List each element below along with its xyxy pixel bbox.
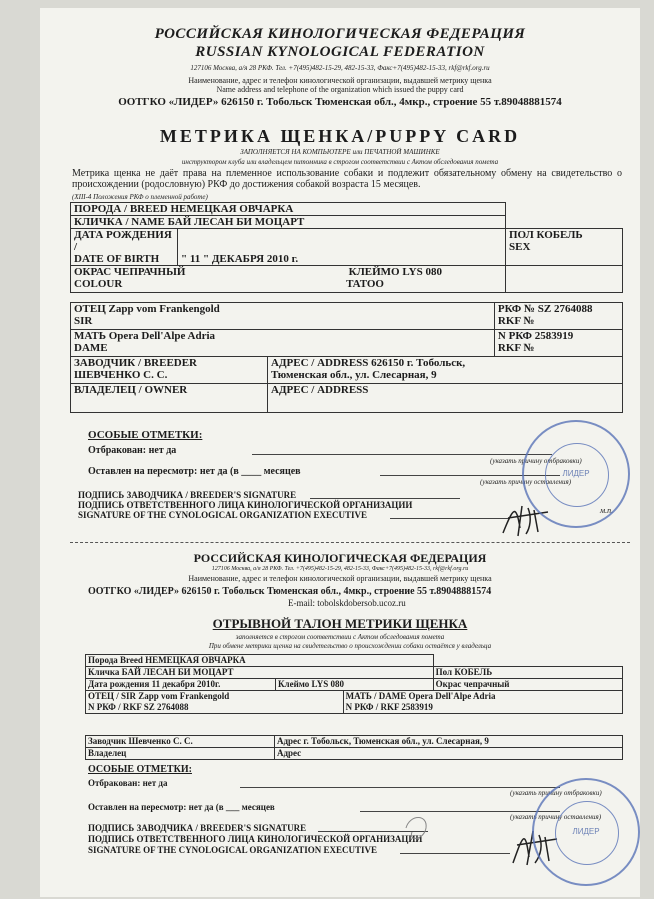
stub-issuer: ООТГКО «ЛИДЕР» 626150 г. Тобольск Тюменская обл., 4мкр., строение 55 т.89048881574: [88, 586, 492, 597]
owner-cell: ВЛАДЕЛЕЦ / OWNER: [71, 384, 268, 413]
stub-owner-address: Адрес: [275, 748, 623, 760]
stub-sex: Пол КОБЕЛЬ: [433, 667, 622, 679]
stub-dam: МАТЬ / DAME Opera Dell'Alpe Adria N РКФ / RKF 2583919: [343, 691, 622, 714]
stub-org-title: РОССИЙСКАЯ КИНОЛОГИЧЕСКАЯ ФЕДЕРАЦИЯ: [193, 551, 487, 565]
breeder-address-cell: АДРЕС / ADDRESS 626150 г. Тобольск, Тюменская обл., ул. Слесарная, 9: [268, 357, 623, 384]
stub-breeder-signature-label: ПОДПИСЬ ЗАВОДЧИКА / BREEDER'S SIGNATURE: [88, 823, 307, 833]
stub-tattoo: Клеймо LYS 080: [276, 679, 434, 691]
stub-recheck-note: (указать причину оставления): [510, 813, 602, 821]
fill-note: ЗАПОЛНЯЕТСЯ НА КОМПЬЮТЕРЕ или ПЕЧАТНОЙ МАШИНКЕ: [240, 148, 440, 156]
stub-dob: Дата рождения 11 декабря 2010г.: [86, 679, 276, 691]
colour-cell: ОКРАС ЧЕПРАЧНЫЙ КЛЕЙМО LYS 080 COLOUR TATOO: [71, 266, 506, 293]
recheck-note: (указать причину оставления): [480, 478, 572, 486]
stub-recheck-line: Оставлен на пересмотр: нет да (в ___ месяцев: [88, 802, 275, 812]
stub-issuer-note: Наименование, адрес и телефон кинологической организации, выдавшей метрику щенка: [188, 574, 492, 583]
stub-initial-mark: [398, 808, 438, 848]
stub-executive-signature-ru: ПОДПИСЬ ОТВЕТСТВЕННОГО ЛИЦА КИНОЛОГИЧЕСКОЙ ОРГАНИЗАЦИИ: [88, 834, 423, 844]
marks-heading: ОСОБЫЕ ОТМЕТКИ:: [88, 429, 203, 441]
name-cell: КЛИЧКА / NAME БАЙ ЛЕСАН БИ МОЦАРТ: [71, 216, 506, 229]
breeder-cell: ЗАВОДЧИК / BREEDER ШЕВЧЕНКО С. С.: [71, 357, 268, 384]
stub-executive-signature-en: SIGNATURE OF THE CYNOLOGICAL ORGANIZATION EXECUTIVE: [88, 845, 377, 855]
stub-owner-table: [85, 735, 623, 760]
issuer-note-ru: Наименование, адрес и телефон кинологической организации, выдавшей метрику щенка: [188, 76, 492, 85]
org-title-ru: РОССИЙСКАЯ КИНОЛОГИЧЕСКАЯ ФЕДЕРАЦИЯ: [154, 26, 526, 42]
issuer-line: ООТГКО «ЛИДЕР» 626150 г. Тобольск Тюменская обл., 4мкр., строение 55 т.89048881574: [118, 96, 562, 108]
puppy-card-document: [40, 8, 640, 897]
stub-colour: Окрас чепрачный: [433, 679, 622, 691]
sire-rkf-cell: РКФ № SZ 2764088 RKF №: [494, 303, 622, 330]
stub-owner: Владелец: [86, 748, 275, 760]
stub-club-seal-stamp: ЛИДЕР: [532, 778, 640, 886]
card-main-table: [70, 202, 623, 293]
stub-title: ОТРЫВНОЙ ТАЛОН МЕТРИКИ ЩЕНКА: [212, 616, 468, 631]
stub-table: [85, 654, 623, 714]
dob-value: " 11 " ДЕКАБРЯ 2010 г.: [178, 229, 506, 266]
stub-culled-note: (указать причину отбраковки): [510, 789, 602, 797]
regulation-note: (XIII-4 Положения РКФ о племенной работе): [72, 193, 208, 201]
club-seal-stamp: ЛИДЕР: [522, 420, 630, 528]
recheck-line: Оставлен на пересмотр: нет да (в ____ месяцев: [88, 466, 301, 477]
executive-signature-label-ru: ПОДПИСЬ ОТВЕТСТВЕННОГО ЛИЦА КИНОЛОГИЧЕСКОЙ ОРГАНИЗАЦИИ: [78, 500, 413, 510]
sire-cell: ОТЕЦ Zapp vom Frankengold SIR: [71, 303, 495, 330]
stamp-place-label: м.п.: [600, 506, 614, 515]
stub-breed: Порода Breed НЕМЕЦКАЯ ОВЧАРКА: [86, 655, 434, 667]
stub-breeder-address: Адрес г. Тобольск, Тюменская обл., ул. Слесарная, 9: [275, 736, 623, 748]
stub-name: Кличка БАЙ ЛЕСАН БИ МОЦАРТ: [86, 667, 434, 679]
org-address: 127106 Москва, а/я 28 РКФ. Тел. +7(495)482-15-29, 482-15-33, Факс+7(495)482-15-33, rkf@rkf.org.ru: [190, 64, 490, 72]
dam-cell: МАТЬ Opera Dell'Alpe Adria DAME: [71, 330, 495, 357]
org-title-en: RUSSIAN KYNOLOGICAL FEDERATION: [195, 44, 485, 60]
culled-note: (указать причину отбраковки): [490, 457, 582, 465]
fill-note-2: инструктором клуба или владельцем питомника в строгом соответствии с Актом обследования помета: [181, 158, 499, 166]
stub-marks-heading: ОСОБЫЕ ОТМЕТКИ:: [88, 764, 192, 775]
disclaimer: Метрика щенка не даёт права на племенное использование собаки и подлежит обязательному обмену на свидетельство о происхождении (родословную) РКФ до достижения собакой возраста 15 месяцев.: [72, 168, 622, 190]
breed-cell: ПОРОДА / BREED НЕМЕЦКАЯ ОВЧАРКА: [71, 203, 506, 216]
breeder-signature-label: ПОДПИСЬ ЗАВОДЧИКА / BREEDER'S SIGNATURE: [78, 490, 297, 500]
stub-breeder: Заводчик Шевченко С. С.: [86, 736, 275, 748]
sex-cell: ПОЛ КОБЕЛЬ SEX: [506, 229, 623, 266]
stub-note-1: заполняется в строгом соответствии с Актом обследования помета: [235, 633, 445, 641]
stub-org-address: 127106 Москва, а/я 28 РКФ. Тел. +7(495)482-15-29, 482-15-33, Факс+7(495)482-15-33, rkf@rkf.org.ru: [211, 566, 469, 572]
dob-label: ДАТА РОЖДЕНИЯ / DATE OF BIRTH: [71, 229, 178, 266]
card-parents-table: [70, 302, 623, 413]
stub-note-2: При обмене метрики щенка на свидетельство о происхождении собаки остаётся у владельца: [208, 642, 492, 650]
issuer-note-en: Name address and telephone of the organization which issued the puppy card: [216, 85, 464, 94]
tear-line: [70, 542, 630, 543]
culled-line: Отбракован: нет да: [88, 445, 177, 456]
owner-address-cell: АДРЕС / ADDRESS: [268, 384, 623, 413]
card-title: МЕТРИКА ЩЕНКА/PUPPY CARD: [159, 126, 521, 146]
stub-sire: ОТЕЦ / SIR Zapp vom Frankengold N РКФ / RKF SZ 2764088: [86, 691, 344, 714]
stub-email: E-mail: tobolskdobersob.ucoz.ru: [288, 598, 406, 608]
executive-signature-label-en: SIGNATURE OF THE CYNOLOGICAL ORGANIZATION EXECUTIVE: [78, 510, 367, 520]
stub-culled-line: Отбракован: нет да: [88, 778, 168, 788]
dam-rkf-cell: N РКФ 2583919 RKF №: [494, 330, 622, 357]
